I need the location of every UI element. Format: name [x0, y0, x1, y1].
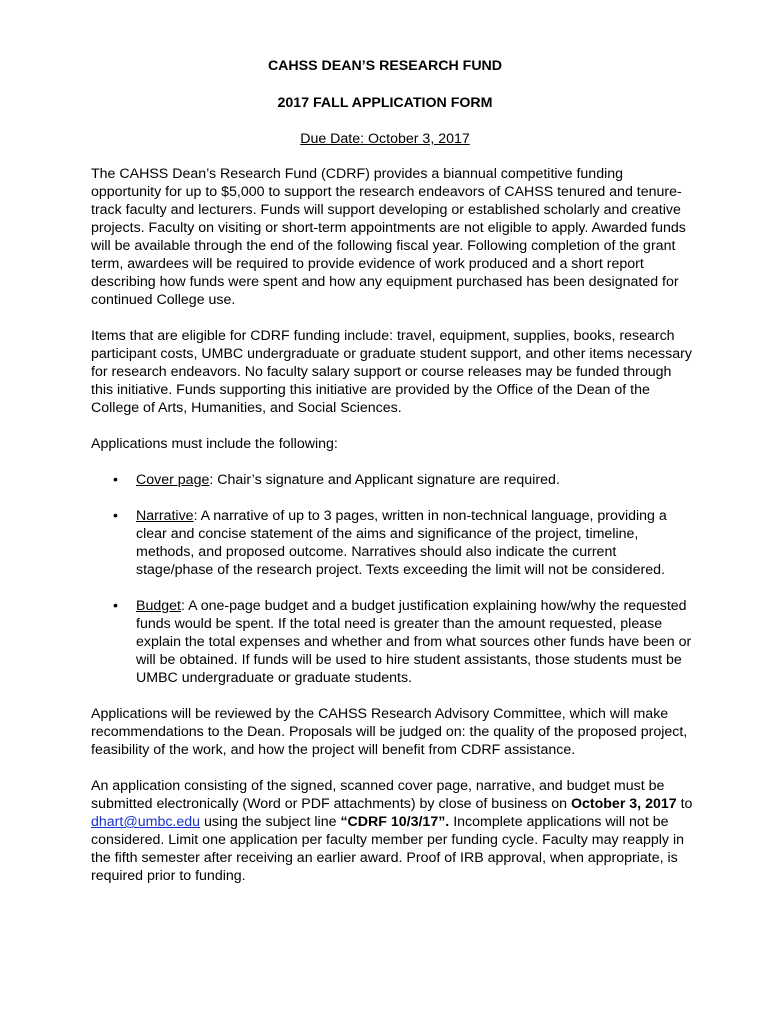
requirement-text: : A one-page budget and a budget justification explaining how/why the requested funds would be spent. If the total need is greater than the amount requested, please explain the total expenses and whether and from what sources other funds have been or will be obtained. If funds will be used to hire student assistants, those students must be UMBC undergraduate or graduate students.	[136, 598, 692, 686]
submission-deadline: October 3, 2017	[570, 796, 677, 812]
requirement-label: Narrative	[136, 508, 194, 524]
list-item-narrative	[91, 507, 696, 579]
requirement-label: Budget	[136, 598, 181, 614]
bullet-icon: •	[113, 472, 118, 488]
email-link[interactable]: dhart@umbc.edu	[91, 814, 201, 830]
requirement-label: Cover page	[136, 472, 210, 488]
bullet-icon: •	[113, 508, 118, 524]
list-item-cover-page	[91, 471, 696, 489]
submission-paragraph	[91, 777, 696, 885]
submission-text-3: using the subject line	[200, 814, 341, 830]
requirements-intro: Applications must include the following:	[91, 436, 338, 452]
list-item-budget	[91, 597, 696, 687]
bullet-icon: •	[113, 598, 118, 614]
review-paragraph: Applications will be reviewed by the CAHSS Research Advisory Committee, which will make recommendations to the Dean. Proposals will be judged on: the quality of the proposed project, feasibility of the work, and how the project will benefit from CDRF assistance.	[91, 706, 688, 758]
submission-text-4: Incomplete applications will not be considered. Limit one application per faculty member per funding cycle. Faculty may reapply in the fifth semester after receiving an earlier award. Proof of IRB approval, when appropriate, is required prior to funding.	[91, 814, 685, 884]
form-subtitle: 2017 FALL APPLICATION FORM	[277, 95, 493, 111]
requirement-text: : Chair’s signature and Applicant signature are required.	[209, 472, 560, 488]
requirements-list	[91, 471, 696, 687]
subject-line: “CDRF 10/3/17”.	[340, 814, 450, 830]
submission-text-1: An application consisting of the signed, scanned cover page, narrative, and budget must be submitted electronically (Word or PDF attachments) by close of business on	[91, 778, 665, 812]
submission-text-2: to	[676, 796, 693, 812]
due-date: Due Date: October 3, 2017	[300, 131, 470, 147]
eligible-items-paragraph: Items that are eligible for CDRF funding include: travel, equipment, supplies, books, research participant costs, UMBC undergraduate or graduate student support, and other items necessary for research endeavors. No faculty salary support or course releases may be funded through this initiative. Funds supporting this initiative are provided by the Office of the Dean of the College of Arts, Humanities, and Social Sciences.	[91, 328, 692, 416]
page-title: CAHSS DEAN’S RESEARCH FUND	[267, 58, 503, 74]
document-body	[91, 165, 696, 903]
requirement-text: : A narrative of up to 3 pages, written in non-technical language, providing a clear and concise statement of the aims and significance of the project, timeline, methods, and proposed outcome. Narratives should also indicate the current stage/phase of the research project. Texts exceeding the limit will not be considered.	[136, 508, 667, 578]
intro-paragraph: The CAHSS Dean’s Research Fund (CDRF) provides a biannual competitive funding opportunity for up to $5,000 to support the research endeavors of CAHSS tenured and tenure-track faculty and lecturers. Funds will support developing or established scholarly and creative projects. Faculty on visiting or short-term appointments are not eligible to apply. Awarded funds will be available through the end of the following fiscal year. Following completion of the grant term, awardees will be required to provide evidence of work produced and a short report describing how funds were spent and how any equipment purchased has been designated for continued College use.	[91, 166, 686, 308]
